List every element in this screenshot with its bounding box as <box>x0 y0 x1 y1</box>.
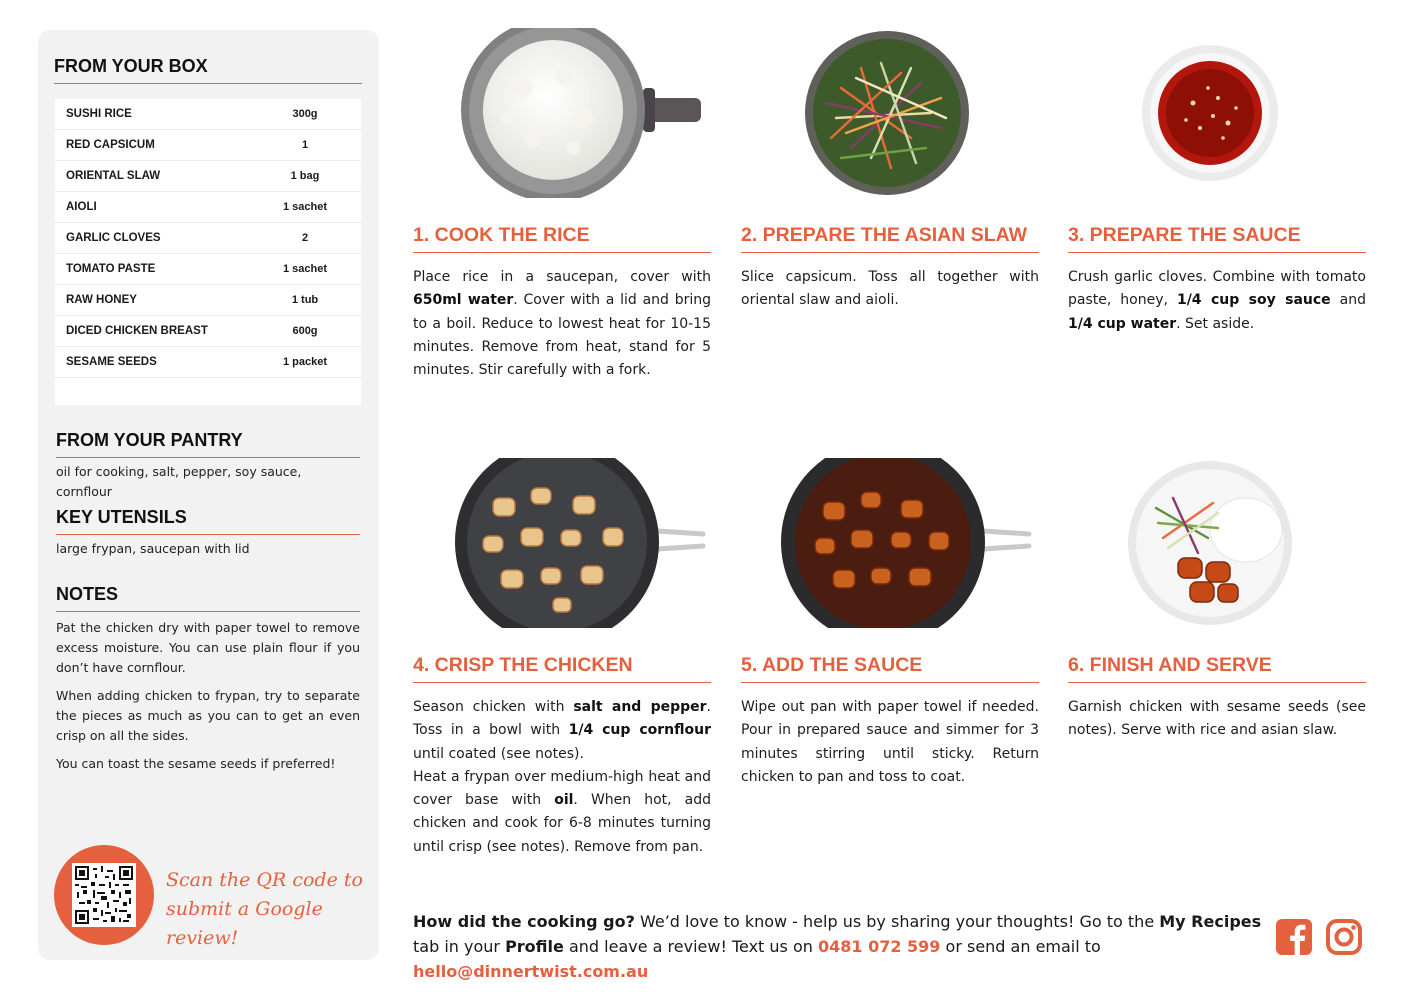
step-title: 5. ADD THE SAUCE <box>741 654 1039 683</box>
qr-caption <box>166 866 366 953</box>
qr-code-icon[interactable] <box>72 863 136 927</box>
ingredient-qty: 1 bag <box>290 170 320 182</box>
footer-text-run: tab in your <box>413 937 506 956</box>
step-text-bold: oil <box>554 792 574 809</box>
ingredient-name: ORIENTAL SLAW <box>66 170 161 182</box>
step-text <box>741 266 1039 313</box>
step-title: 3. PREPARE THE SAUCE <box>1068 224 1366 253</box>
step-text-run: Wipe out pan with paper towel if needed. Pour in prepared sauce and simmer for 3 minutes stirring until sticky. Return chicken to pan and toss to coat. <box>741 699 1039 785</box>
plated-dish-image <box>1068 458 1366 628</box>
ingredient-row <box>55 130 361 161</box>
footer-question: How did the cooking go? <box>413 912 635 931</box>
ingredient-name: DICED CHICKEN BREAST <box>66 325 208 337</box>
step-text <box>741 696 1039 789</box>
step-text-run: Season chicken with <box>413 699 574 715</box>
ingredient-qty: 600g <box>292 325 318 337</box>
utensils-text: large frypan, saucepan with lid <box>56 541 250 556</box>
from-your-box-heading: FROM YOUR BOX <box>54 56 362 84</box>
ingredient-row <box>55 285 361 316</box>
step-text-run: Garnish chicken with sesame seeds (see notes). Serve with rice and asian slaw. <box>1068 699 1366 739</box>
asian-slaw-bowl-image <box>741 28 1039 198</box>
step-text-run: . Set aside. <box>1176 315 1255 332</box>
ingredient-name: TOMATO PASTE <box>66 263 156 275</box>
step-title: 2. PREPARE THE ASIAN SLAW <box>741 224 1039 253</box>
ingredient-name: SUSHI RICE <box>66 108 132 120</box>
email-link[interactable]: hello@dinnertwist.com.au <box>413 962 649 981</box>
note-paragraph: When adding chicken to frypan, try to separate the pieces as much as you can to get an even crisp on all the sides. <box>56 688 360 743</box>
phone-link[interactable]: 0481 072 599 <box>817 937 941 956</box>
from-your-pantry-heading: FROM YOUR PANTRY <box>56 430 360 458</box>
box-ingredients-table <box>55 99 361 405</box>
step-text-run: Crush garlic cloves. Combine with tomato paste, honey, <box>1068 269 1366 309</box>
my-recipes-label: My Recipes <box>1159 912 1262 931</box>
qr-caption-line: Scan the QR code to <box>166 869 363 891</box>
profile-label: Profile <box>505 937 564 956</box>
ingredient-qty: 1 <box>301 139 309 151</box>
step-text-run: Slice capsicum. Toss all together with oriental slaw and aioli. <box>741 269 1039 309</box>
facebook-icon[interactable] <box>1275 918 1313 956</box>
step-text-run: and <box>1330 292 1367 309</box>
review-footer <box>413 909 1263 984</box>
step-text-bold: 1/4 cup cornflour <box>568 722 711 739</box>
step-title: 4. CRISP THE CHICKEN <box>413 654 711 683</box>
step-text-run: Heat a frypan over medium-high heat and cover base with <box>413 768 711 809</box>
ingredient-name: RAW HONEY <box>66 294 137 306</box>
ingredient-name: GARLIC CLOVES <box>66 232 161 244</box>
ingredient-qty: 1 packet <box>282 356 328 368</box>
qr-badge <box>54 845 154 945</box>
ingredients-sidebar <box>38 30 379 960</box>
step-text <box>413 696 711 859</box>
step-text-run: until coated (see notes). <box>413 745 584 762</box>
notes-heading: NOTES <box>56 584 360 612</box>
step-text-bold: 1/4 cup water <box>1068 315 1177 332</box>
pantry-text: oil for cooking, salt, pepper, soy sauce, cornflour <box>56 464 302 499</box>
footer-text-run: or send an email to <box>940 937 1101 956</box>
step-text-run: . Cover with a lid and bring to a boil. Reduce to lowest heat for 10-15 minutes. Remove from heat, stand for 5 minutes. Stir carefully with a fork. <box>413 292 711 379</box>
step-text <box>1068 696 1366 743</box>
chicken-frypan-image <box>413 458 711 628</box>
ingredient-row <box>55 99 361 130</box>
ingredient-name: SESAME SEEDS <box>66 356 157 368</box>
step-text-bold: 1/4 cup soy sauce <box>1176 292 1331 309</box>
step-text <box>1068 266 1366 336</box>
saucy-chicken-frypan-image <box>741 458 1039 628</box>
step-text <box>413 266 711 382</box>
ingredient-name: AIOLI <box>66 201 97 213</box>
ingredient-qty: 1 sachet <box>282 263 328 275</box>
ingredient-row <box>55 347 361 378</box>
ingredient-row <box>55 161 361 192</box>
ingredient-qty: 1 tub <box>291 294 319 306</box>
key-utensils-heading: KEY UTENSILS <box>56 507 360 535</box>
ingredient-row <box>55 254 361 285</box>
ingredient-row <box>55 223 361 254</box>
notes-body <box>56 618 360 782</box>
step-title: 6. FINISH AND SERVE <box>1068 654 1366 683</box>
ingredient-qty: 1 sachet <box>282 201 328 213</box>
ingredient-qty: 300g <box>292 108 318 120</box>
step-text-bold: 650ml water <box>413 292 514 309</box>
step-text-bold: salt and pepper <box>573 699 707 715</box>
step-title: 1. COOK THE RICE <box>413 224 711 253</box>
rice-saucepan-image <box>413 28 711 198</box>
step-text-run: . Toss in a bowl with <box>413 699 711 739</box>
instagram-icon[interactable] <box>1325 918 1363 956</box>
footer-text-run: and leave a review! Text us on <box>563 937 818 956</box>
footer-text-run: We’d love to know - help us by sharing your thoughts! Go to the <box>634 912 1160 931</box>
sauce-bowl-image <box>1068 28 1366 198</box>
ingredient-qty: 2 <box>301 232 309 244</box>
ingredient-row <box>55 192 361 223</box>
ingredient-row <box>55 316 361 347</box>
qr-caption-line: submit a Google review! <box>166 898 323 949</box>
note-paragraph: Pat the chicken dry with paper towel to remove excess moisture. You can use plain flour if you don’t have cornflour. <box>56 620 360 675</box>
step-text-run: . When hot, add chicken and cook for 6-8 minutes turning until crisp (see notes). Remove from pan. <box>413 792 712 855</box>
step-text-run: Place rice in a saucepan, cover with <box>413 269 711 285</box>
note-paragraph: You can toast the sesame seeds if preferred! <box>56 756 336 771</box>
ingredient-name: RED CAPSICUM <box>66 139 155 151</box>
